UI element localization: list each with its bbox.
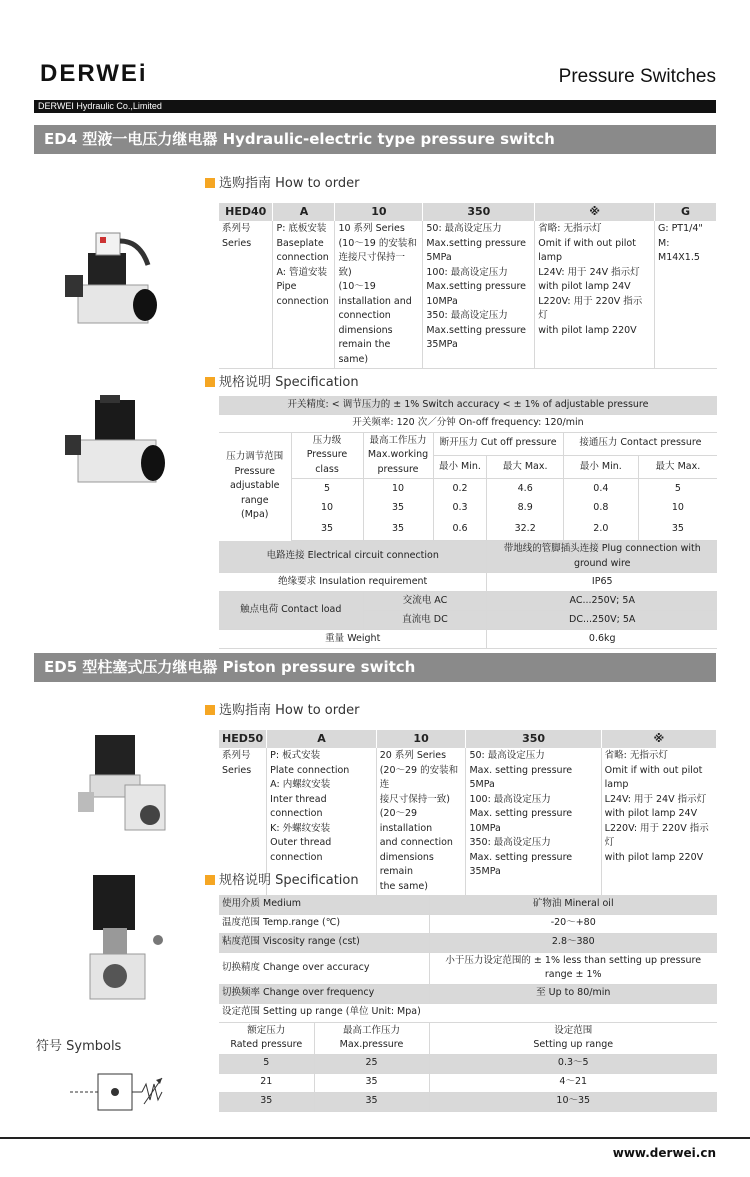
bullet-square-icon	[205, 705, 215, 715]
rated-pressure-label: 额定压力 Rated pressure	[219, 1022, 314, 1054]
accuracy-value: 小于压力设定范围的 ± 1% less than setting up pressure range ± 1%	[429, 952, 717, 984]
viscosity-range-value: 2.8～380	[429, 933, 717, 952]
order-cell: 系列号 Series	[219, 221, 273, 369]
circuit-connection-value: 带地线的管脚插头连接 Plug connection with ground wire	[487, 541, 717, 573]
bullet-square-icon	[205, 178, 215, 188]
order-col-header: 350	[423, 203, 535, 221]
ed5-specification-table	[219, 895, 717, 1112]
order-col-header: 350	[466, 730, 601, 748]
bullet-square-icon	[205, 875, 215, 885]
ed4-spec-label: 规格说明 Specification	[219, 375, 359, 390]
range-value: 25	[314, 1054, 429, 1073]
ed4-spec-table	[219, 396, 717, 649]
dc-value: DC...250V; 5A	[487, 611, 717, 630]
bullet-square-icon	[205, 377, 215, 387]
range-value: 21	[219, 1073, 314, 1092]
spec-value: 5	[291, 479, 363, 499]
insulation-label: 绝缘要求 Insulation requirement	[219, 573, 487, 592]
spec-value: 2.0	[563, 519, 638, 541]
temp-range-value: -20～+80	[429, 914, 717, 933]
order-cell: 系列号 Series	[219, 748, 267, 896]
circuit-connection-label: 电路连接 Electrical circuit connection	[219, 541, 487, 573]
range-value: 5	[219, 1054, 314, 1073]
max-label: 最大 Max.	[487, 455, 563, 478]
ac-label: 交流电 AC	[363, 592, 487, 611]
viscosity-range-label: 粘度范围 Viscosity range (cst)	[219, 933, 429, 952]
spec-value: 0.4	[563, 479, 638, 499]
order-cell: G: PT1/4" M: M14X1.5	[658, 223, 703, 263]
order-cell: 20 系列 Series (20～29 的安装和连 接尺寸保持一致) (20～29 installation and connection dimensions remain the same)	[376, 748, 466, 896]
spec-value: 35	[291, 519, 363, 541]
spec-value: 5	[674, 482, 681, 494]
range-value: 4～21	[429, 1073, 717, 1092]
ed4-section-title: ED4 型液一电压力继电器 Hydraulic-electric type pressure switch	[34, 125, 716, 154]
pressure-switch-symbol-icon	[70, 1068, 170, 1116]
ed4-specification-table	[219, 396, 717, 649]
max-working-pressure-label: 最高工作压力 Max.working pressure	[363, 432, 433, 479]
medium-label: 使用介质 Medium	[219, 895, 429, 914]
on-off-frequency-row: 开关频率: 120 次／分钟 On-off frequency: 120/min	[219, 414, 717, 432]
contact-load-label: 触点电荷 Contact load	[219, 592, 363, 630]
frequency-label: 切换频率 Change over frequency	[219, 984, 429, 1003]
switch-accuracy-row: 开关精度: < 调节压力的 ± 1% Switch accuracy < ± 1% of adjustable pressure	[219, 396, 717, 414]
website-url: www.derwei.cn	[612, 1146, 716, 1160]
min-label: 最小 Min.	[563, 455, 638, 478]
order-cell: 50: 最高设定压力 Max.setting pressure 5MPa 100: 最高设定压力 Max.setting pressure 10MPa 350: 最高设定压力 Max.setting pressure 35MPa	[423, 221, 535, 369]
spec-value: 10	[363, 479, 433, 499]
order-col-header: ※	[601, 730, 716, 748]
weight-label: 重量 Weight	[219, 630, 487, 649]
range-value: 0.3～5	[429, 1054, 717, 1073]
ed4-how-to-order-heading	[205, 172, 359, 191]
contact-pressure-label: 接通压力 Contact pressure	[563, 432, 717, 455]
order-col-header: 10	[335, 203, 423, 221]
spec-value: 0.6	[433, 519, 487, 541]
range-value: 35	[314, 1092, 429, 1111]
footer-divider	[0, 1137, 750, 1139]
spec-value: 0.8	[563, 499, 638, 519]
ed4-product-image-2	[60, 395, 170, 515]
pressure-class-label: 压力级 Pressure class	[291, 432, 363, 479]
order-cell: 10 系列 Series (10～19 的安装和 连接尺寸保持一 致) (10～19 installation and connection dimensions remain the same)	[335, 221, 423, 369]
weight-value: 0.6kg	[487, 630, 717, 649]
max-pressure-label: 最高工作压力 Max.pressure	[314, 1022, 429, 1054]
setting-range-label: 设定范围 Setting up range (单位 Unit: Mpa)	[219, 1003, 717, 1022]
temp-range-label: 温度范围 Temp.range (℃)	[219, 914, 429, 933]
page-title: Pressure Switches	[558, 66, 716, 87]
ed4-order-code-table	[219, 203, 717, 369]
ed5-how-to-order-heading	[205, 699, 359, 718]
ed4-how-to-order-label: 选购指南 How to order	[219, 176, 360, 191]
cut-off-pressure-label: 断开压力 Cut off pressure	[433, 432, 563, 455]
range-value: 35	[219, 1092, 314, 1111]
spec-value: 35	[638, 519, 717, 541]
order-col-header: ※	[535, 203, 655, 221]
ac-value: AC...250V; 5A	[487, 592, 717, 611]
order-cell: P: 底板安装 Baseplate connection A: 管道安装 Pipe connection	[273, 221, 335, 369]
spec-value: 35	[363, 499, 433, 519]
ed5-how-to-order-label: 选购指南 How to order	[219, 703, 360, 718]
order-col-header: A	[273, 203, 335, 221]
medium-value: 矿物油 Mineral oil	[429, 895, 717, 914]
symbols-label: 符号 Symbols	[36, 1039, 122, 1054]
ed5-spec-table	[219, 895, 717, 1112]
spec-value: 10	[291, 499, 363, 519]
range-value: 35	[314, 1073, 429, 1092]
ed5-section-title: ED5 型柱塞式压力继电器 Piston pressure switch	[34, 653, 716, 682]
insulation-value: IP65	[487, 573, 717, 592]
spec-value: 8.9	[487, 499, 563, 519]
order-cell: 50: 最高设定压力 Max. setting pressure 5MPa 100: 最高设定压力 Max. setting pressure 10MPa 350: 最高设定压力 Max. setting pressure 35MPa	[466, 748, 601, 896]
ed4-product-image	[60, 225, 160, 345]
ed5-product-image-2	[75, 870, 170, 1010]
order-col-header: A	[267, 730, 377, 748]
spec-value: 0.2	[433, 479, 487, 499]
spec-value: 0.3	[433, 499, 487, 519]
range-value: 10～35	[429, 1092, 717, 1111]
frequency-value: 至 Up to 80/min	[429, 984, 717, 1003]
spec-value: 4.6	[487, 479, 563, 499]
order-col-header: HED40	[219, 203, 273, 221]
ed4-spec-heading	[205, 371, 359, 390]
order-col-header: HED50	[219, 730, 267, 748]
order-cell: 省略: 无指示灯 Omit if with out pilot lamp L24V: 用于 24V 指示灯 with pilot lamp 24V L220V: 用于 220V 指示灯 with pilot lamp 220V	[604, 750, 709, 863]
pressure-adjustable-range-label: 压力调节范围 Pressure adjustable range (Mpa)	[219, 432, 291, 541]
ed5-spec-heading	[205, 869, 359, 888]
spec-value: 10	[671, 502, 684, 514]
ed5-product-image	[70, 730, 170, 845]
order-col-header: 10	[376, 730, 466, 748]
min-label: 最小 Min.	[433, 455, 487, 478]
setting-up-range-label: 设定范围 Setting up range	[429, 1022, 717, 1054]
company-logo	[40, 60, 148, 88]
order-cell: P: 板式安装 Plate connection A: 内螺纹安装 Inter thread connection K: 外螺纹安装 Outer thread connection	[267, 748, 377, 896]
order-cell: 省略: 无指示灯 Omit if with out pilot lamp L24V: 用于 24V 指示灯 with pilot lamp 24V L220V: 用于 220V 指示灯 with pilot lamp 220V	[535, 221, 655, 369]
spec-value: 32.2	[487, 519, 563, 541]
logo-text: DERWEi	[40, 60, 148, 87]
max-label: 最大 Max.	[638, 455, 717, 478]
ed4-order-table	[219, 203, 717, 369]
spec-value: 35	[363, 519, 433, 541]
accuracy-label: 切换精度 Change over accuracy	[219, 952, 429, 984]
order-col-header: G	[655, 203, 717, 221]
company-bar: DERWEI Hydraulic Co.,Limited	[34, 100, 716, 113]
ed5-spec-label: 规格说明 Specification	[219, 873, 359, 888]
dc-label: 直流电 DC	[363, 611, 487, 630]
